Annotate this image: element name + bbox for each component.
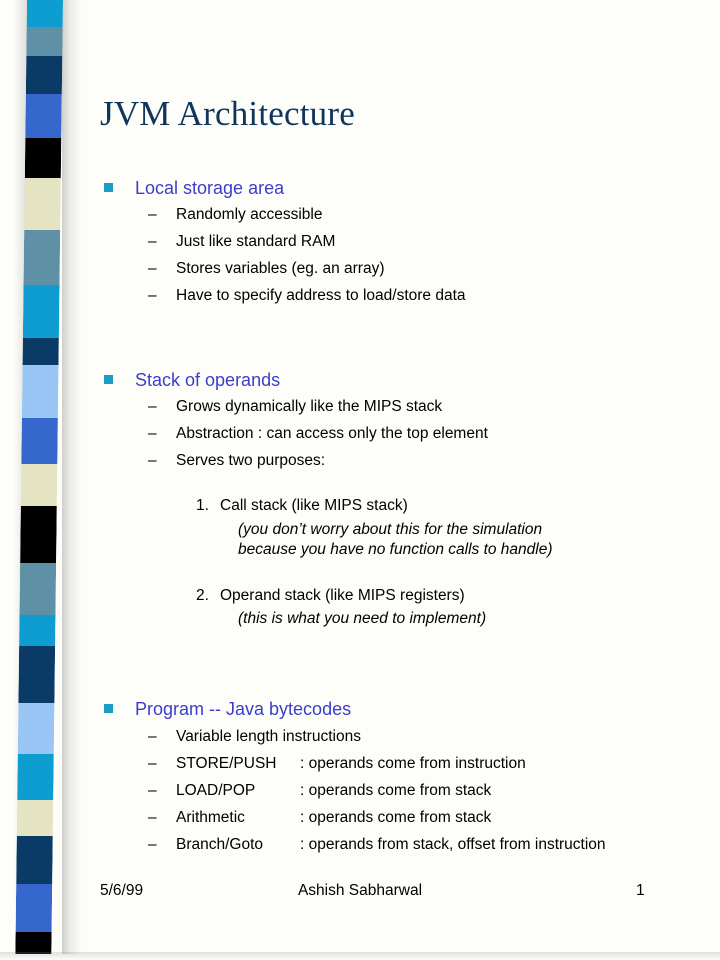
dash-bullet-icon: – — [148, 233, 157, 250]
instruction-row — [148, 808, 720, 827]
instruction-name: Arithmetic — [176, 809, 245, 826]
list-item-label: Have to specify address to load/store data — [176, 287, 466, 304]
square-bullet-icon — [104, 704, 113, 713]
footer-author: Ashish Sabharwal — [297, 882, 423, 899]
dash-bullet-icon: – — [148, 755, 157, 772]
list-item-label: Abstraction : can access only the top element — [176, 425, 488, 442]
dash-bullet-icon: – — [148, 728, 157, 745]
footer-page-number: 1 — [636, 882, 645, 899]
footer-date: 5/6/99 — [100, 882, 144, 899]
dash-bullet-icon: – — [148, 452, 157, 469]
section-heading-program-java-bytecodes — [104, 698, 704, 720]
instruction-name: LOAD/POP — [176, 782, 256, 799]
numbered-item-number: 2. — [196, 587, 209, 604]
list-item-label: Randomly accessible — [176, 206, 323, 223]
instruction-desc: : operands from stack, offset from instruction — [300, 836, 606, 853]
list-item — [148, 232, 720, 251]
numbered-item — [196, 586, 716, 605]
list-item — [148, 259, 720, 278]
dash-bullet-icon: – — [148, 425, 157, 442]
dash-bullet-icon: – — [148, 287, 157, 304]
numbered-item-label: Call stack (like MIPS stack) — [220, 497, 408, 514]
list-item-label: Variable length instructions — [176, 728, 361, 745]
numbered-item — [196, 496, 716, 515]
instruction-row — [148, 781, 720, 800]
instruction-row — [148, 835, 720, 854]
dash-bullet-icon: – — [148, 809, 157, 826]
section-heading-local-storage-area — [104, 177, 704, 199]
section-heading-label: Local storage area — [135, 178, 285, 198]
section-heading-label: Program -- Java bytecodes — [135, 699, 352, 719]
section-heading-label: Stack of operands — [135, 370, 281, 390]
dash-bullet-icon: – — [148, 836, 157, 853]
instruction-desc: : operands come from instruction — [300, 755, 526, 772]
dash-bullet-icon: – — [148, 398, 157, 415]
square-bullet-icon — [104, 183, 113, 192]
instruction-desc: : operands come from stack — [300, 809, 492, 826]
list-item-label: Just like standard RAM — [176, 233, 336, 250]
list-item — [148, 397, 720, 416]
numbered-item-note: because you have no function calls to handle) — [238, 541, 553, 558]
list-item — [148, 424, 720, 443]
list-item — [148, 205, 720, 224]
dash-bullet-icon: – — [148, 260, 157, 277]
list-item — [148, 451, 720, 470]
instruction-desc: : operands come from stack — [300, 782, 492, 799]
list-item-label: Serves two purposes: — [176, 452, 326, 469]
instruction-row — [148, 754, 720, 773]
page-title: JVM Architecture — [100, 94, 355, 133]
section-heading-stack-of-operands — [104, 369, 704, 391]
list-item — [148, 286, 720, 305]
slide-footer — [0, 880, 720, 906]
numbered-item-number: 1. — [196, 497, 209, 514]
numbered-item-note: (this is what you need to implement) — [238, 610, 487, 627]
square-bullet-icon — [104, 375, 113, 384]
dash-bullet-icon: – — [148, 206, 157, 223]
numbered-item-note: (you don’t worry about this for the simulation — [238, 521, 543, 538]
dash-bullet-icon: – — [148, 782, 157, 799]
instruction-name: STORE/PUSH — [176, 755, 277, 772]
numbered-item-label: Operand stack (like MIPS registers) — [220, 587, 465, 604]
list-item — [148, 727, 720, 746]
list-item-label: Stores variables (eg. an array) — [176, 260, 385, 277]
instruction-name: Branch/Goto — [176, 836, 264, 853]
list-item-label: Grows dynamically like the MIPS stack — [176, 398, 443, 415]
